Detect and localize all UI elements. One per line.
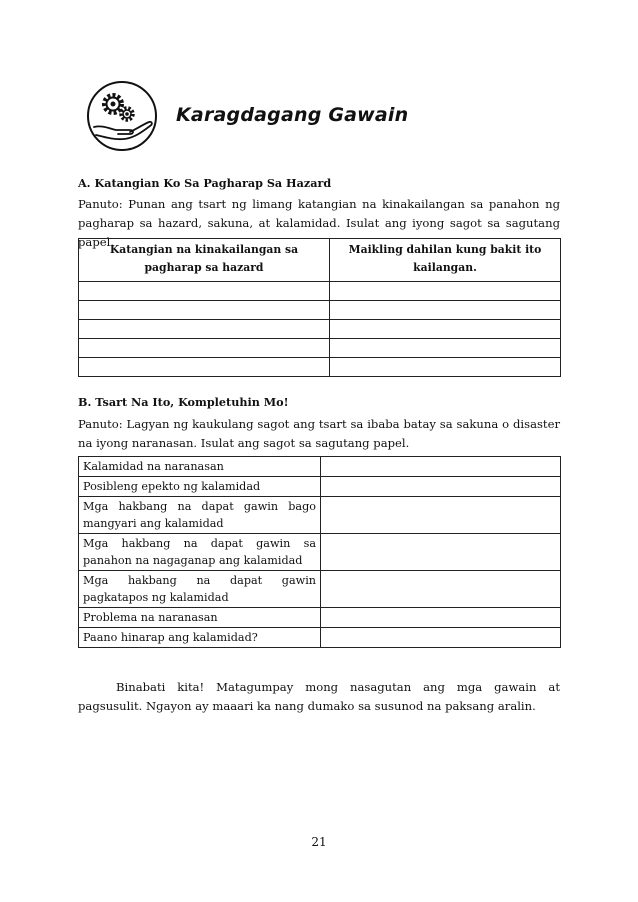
answer-cell[interactable] bbox=[330, 282, 561, 301]
answer-cell[interactable] bbox=[79, 301, 330, 320]
answer-cell[interactable] bbox=[321, 497, 561, 534]
table-row bbox=[79, 628, 561, 648]
gears-in-hand-icon bbox=[86, 80, 158, 152]
answer-cell[interactable] bbox=[79, 282, 330, 301]
answer-cell[interactable] bbox=[330, 301, 561, 320]
table-row bbox=[79, 320, 561, 339]
table-row bbox=[79, 608, 561, 628]
answer-cell[interactable] bbox=[330, 320, 561, 339]
activity-header bbox=[86, 80, 486, 160]
answer-cell[interactable] bbox=[330, 339, 561, 358]
section-a-instructions: Panuto: Punan ang tsart ng limang katangian na kinakailangan sa panahon ng pagharap sa hazard, sakuna, at kalamidad. Isulat ang iyong sagot sa sagutang papel. bbox=[78, 197, 560, 249]
answer-cell[interactable] bbox=[321, 534, 561, 571]
row-label: Mga hakbang na dapat gawin sa panahon na nagaganap ang kalamidad bbox=[79, 534, 321, 571]
row-label: Kalamidad na naranasan bbox=[79, 457, 321, 477]
table-row bbox=[79, 497, 561, 534]
column-header-katangian: Katangian na kinakailangan sa pagharap sa hazard bbox=[79, 239, 330, 282]
answer-cell[interactable] bbox=[321, 628, 561, 648]
answer-cell[interactable] bbox=[321, 457, 561, 477]
section-b-title: B. Tsart Na Ito, Kompletuhin Mo! bbox=[78, 395, 289, 409]
answer-cell[interactable] bbox=[79, 320, 330, 339]
row-label: Mga hakbang na dapat gawin bago mangyari ang kalamidad bbox=[79, 497, 321, 534]
table-row bbox=[79, 358, 561, 377]
row-label: Problema na naranasan bbox=[79, 608, 321, 628]
section-b-instructions: Panuto: Lagyan ng kaukulang sagot ang tsart sa ibaba batay sa sakuna o disaster na iyong naranasan. Isulat ang sagot sa sagutang papel. bbox=[78, 417, 560, 450]
table-row bbox=[79, 571, 561, 608]
table-row bbox=[79, 457, 561, 477]
column-header-dahilan: Maikling dahilan kung bakit ito kailangan. bbox=[330, 239, 561, 282]
row-label: Posibleng epekto ng kalamidad bbox=[79, 477, 321, 497]
section-b-table bbox=[78, 456, 561, 648]
answer-cell[interactable] bbox=[321, 477, 561, 497]
activity-title: Karagdagang Gawain bbox=[176, 104, 409, 126]
table-row bbox=[79, 339, 561, 358]
section-a-title: A. Katangian Ko Sa Pagharap Sa Hazard bbox=[78, 176, 332, 190]
page-number: 21 bbox=[311, 835, 327, 849]
table-row bbox=[79, 534, 561, 571]
answer-cell[interactable] bbox=[321, 608, 561, 628]
answer-cell[interactable] bbox=[79, 358, 330, 377]
row-label: Mga hakbang na dapat gawin pagkatapos ng kalamidad bbox=[79, 571, 321, 608]
answer-cell[interactable] bbox=[321, 571, 561, 608]
table-row bbox=[79, 477, 561, 497]
section-a-table bbox=[78, 238, 561, 377]
answer-cell[interactable] bbox=[79, 339, 330, 358]
answer-cell[interactable] bbox=[330, 358, 561, 377]
row-label: Paano hinarap ang kalamidad? bbox=[79, 628, 321, 648]
closing-message: Binabati kita! Matagumpay mong nasagutan ang mga gawain at pagsusulit. Ngayon ay maaari ka nang dumako sa susunod na paksang aralin. bbox=[78, 680, 560, 713]
table-row bbox=[79, 282, 561, 301]
table-row bbox=[79, 301, 561, 320]
table-header-row bbox=[79, 239, 561, 282]
